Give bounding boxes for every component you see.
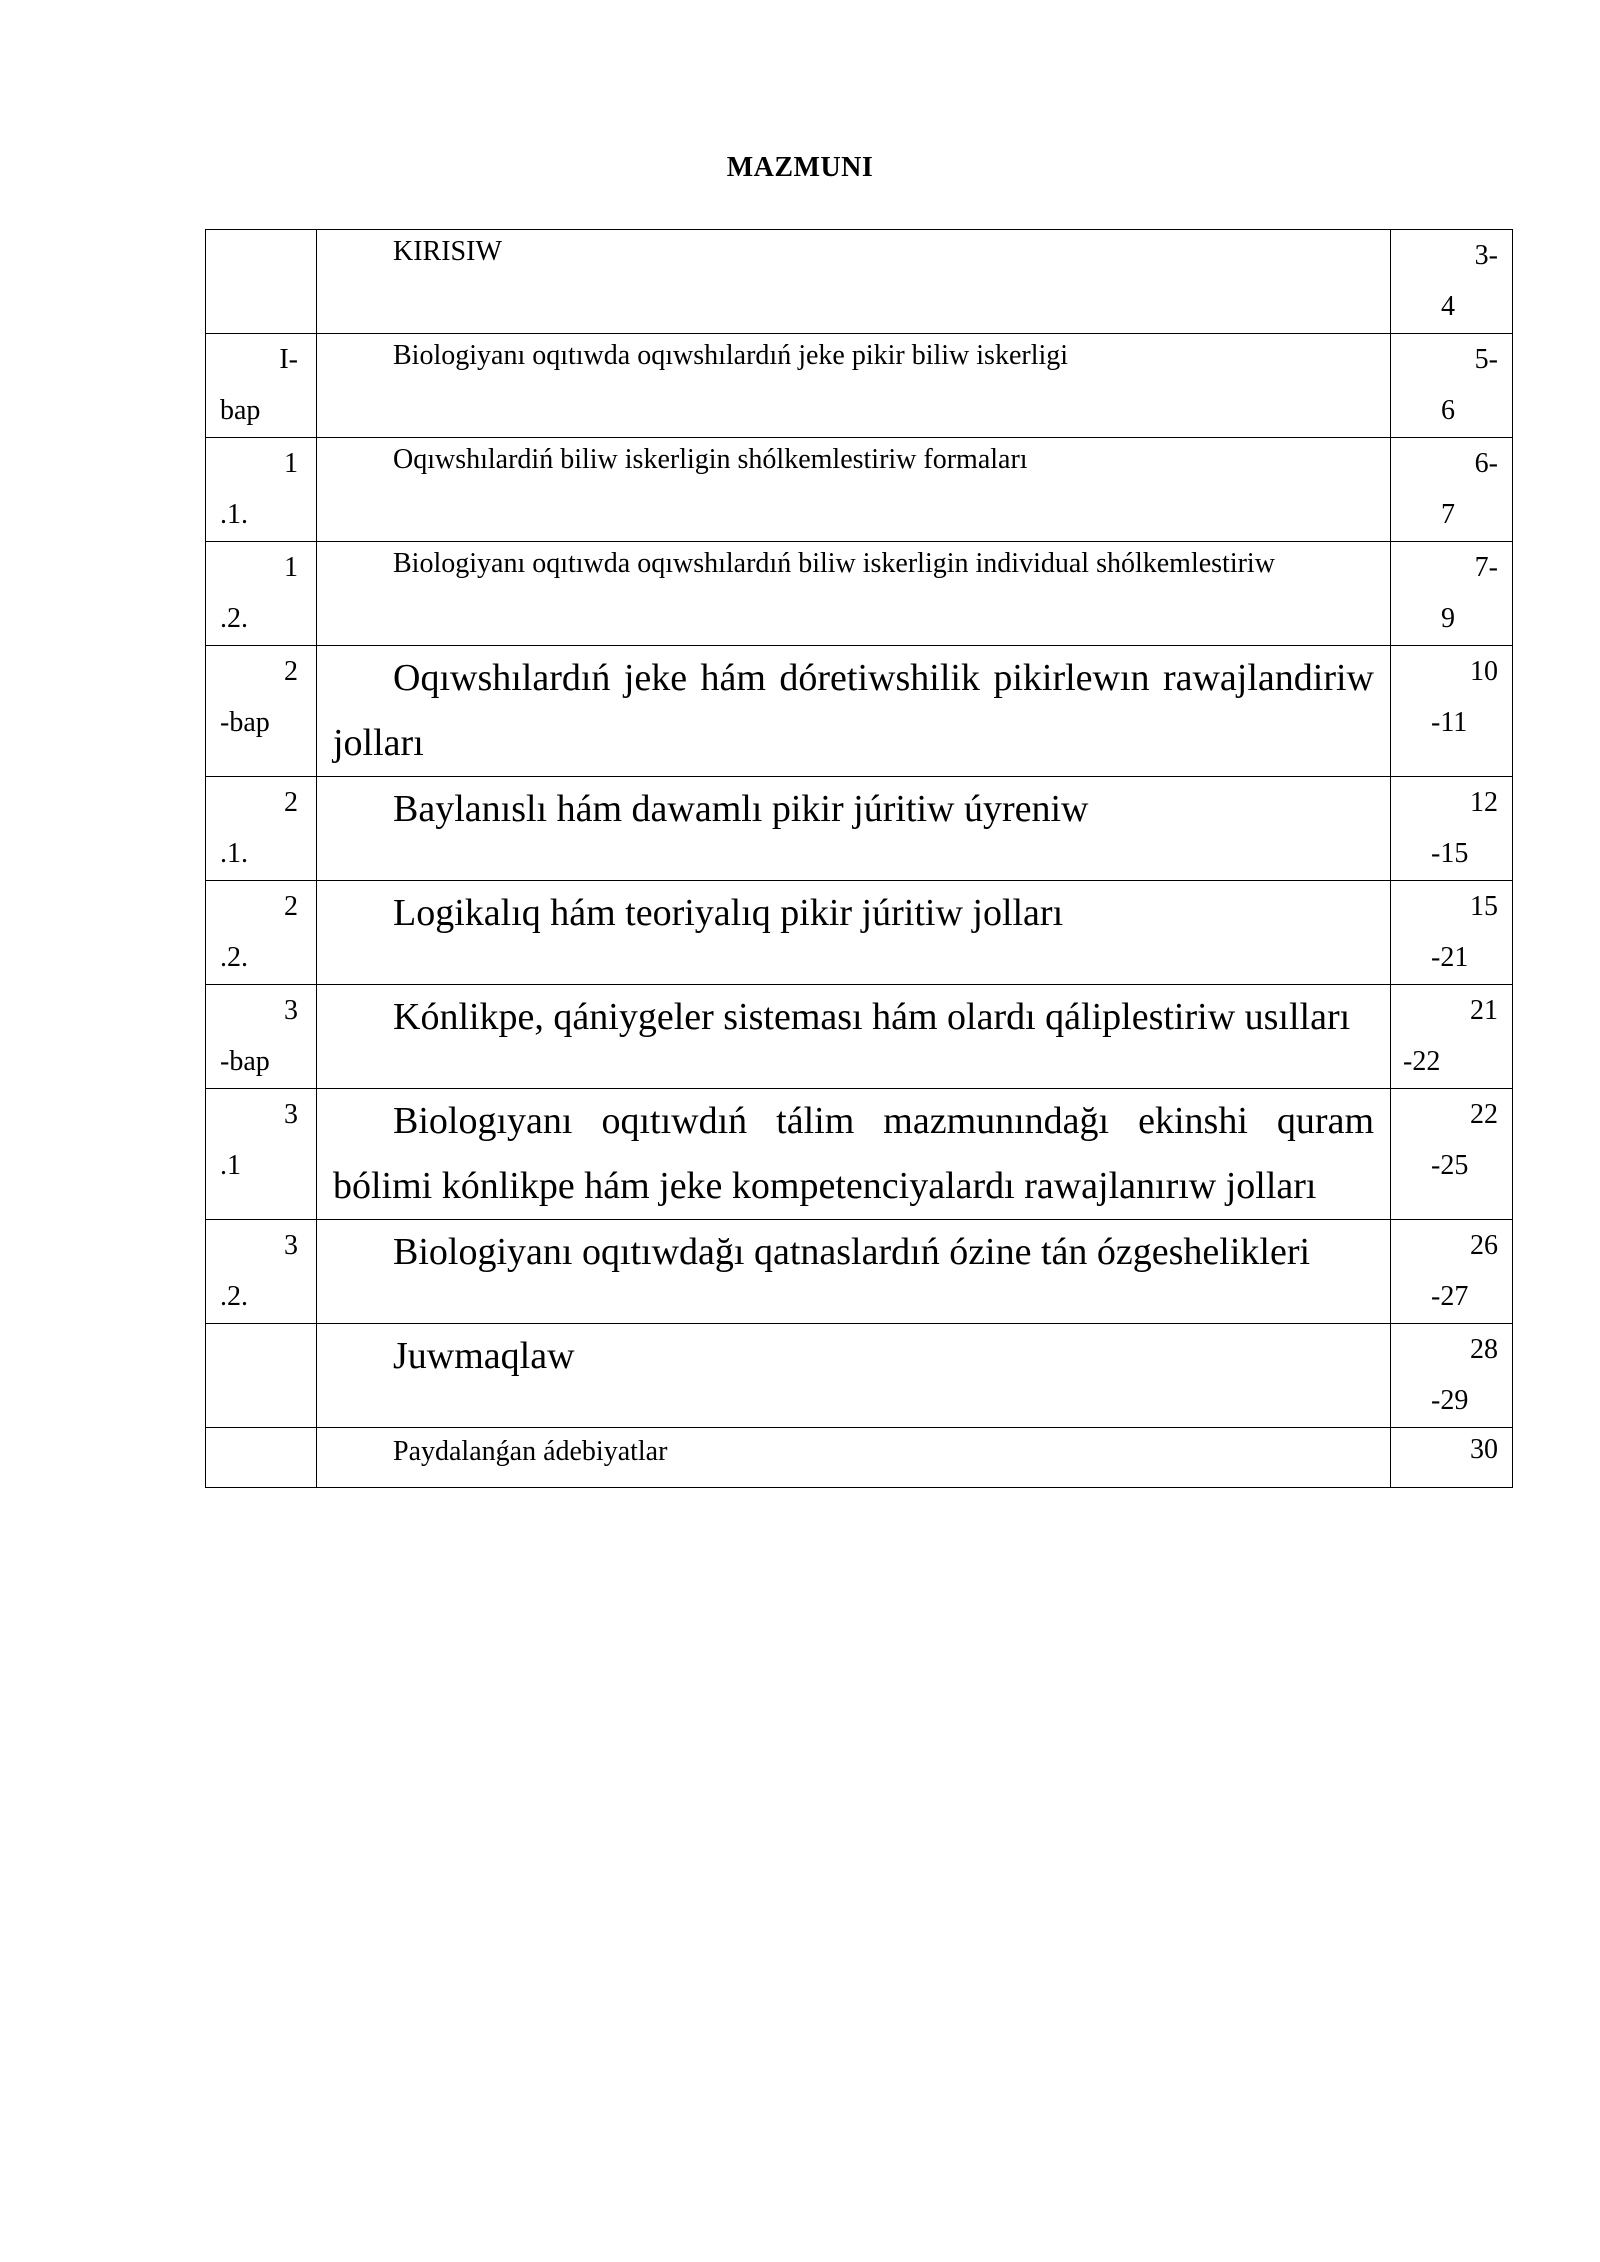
toc-row [206, 438, 1513, 542]
section-title: Logikalıq hám teoriyalıq pikir júritiw jolları [393, 892, 1064, 934]
section-number [206, 1324, 316, 1427]
page-title: MAZMUNI [726, 152, 874, 183]
toc-row [206, 1089, 1513, 1220]
section-number: 2 .2. [220, 891, 298, 973]
page-range: 7- 9 [1441, 552, 1498, 634]
toc-row [206, 985, 1513, 1089]
section-title: Paydalanǵan ádebiyatlar [393, 1436, 668, 1467]
page-range: 30 [1470, 1434, 1498, 1465]
page-range: 15 -21 [1431, 891, 1498, 973]
table-of-contents [205, 229, 1513, 1488]
page-range: 26 -27 [1431, 1230, 1498, 1312]
page-range: 6- 7 [1441, 448, 1498, 530]
page-range: 3- 4 [1441, 240, 1498, 322]
toc-row [206, 777, 1513, 881]
section-title: Biologıyanı oqıtıwdıń tálim mazmunındağı ekinshi quram bólimi kónlikpe hám jeke kompetenciyalardı rawajlanırıw jolları [333, 1100, 1374, 1207]
section-title: Baylanıslı hám dawamlı pikir júritiw úyreniw [393, 788, 1089, 830]
section-number [206, 230, 316, 333]
page-range: 10 -11 [1431, 656, 1498, 738]
section-title: KIRISIW [393, 236, 502, 267]
section-title: Biologiyanı oqıtıwda oqıwshılardıń jeke pikir biliw iskerligi [393, 340, 1069, 371]
section-title: Oqıwshılardıń jeke hám dóretiwshilik pikirlewın rawajlandiriw jolları [333, 657, 1374, 764]
toc-row [206, 1220, 1513, 1324]
toc-row [206, 334, 1513, 438]
section-number: 1 .2. [220, 552, 298, 634]
section-title: Kónlikpe, qániygeler sisteması hám olardı qáliplestiriw usılları [393, 996, 1351, 1038]
toc-row [206, 230, 1513, 334]
section-number: 2 -bap [220, 656, 298, 738]
page-range: 21 -22 [1403, 995, 1498, 1077]
section-number [206, 1428, 316, 1487]
toc-row [206, 881, 1513, 985]
page-range: 28 -29 [1431, 1334, 1498, 1416]
toc-row [206, 542, 1513, 646]
page-range: 12 -15 [1431, 787, 1498, 869]
section-number: 1 .1. [220, 448, 298, 530]
section-number: 3 .1 [220, 1099, 298, 1181]
section-title: Biologiyanı oqıtıwda oqıwshılardıń biliw iskerligin individual shólkemlestiriw [393, 548, 1275, 579]
section-title: Biologiyanı oqıtıwdağı qatnaslardıń ózine tán ózgeshelikleri [393, 1231, 1311, 1273]
section-title: Oqıwshılardiń biliw iskerligin shólkemlestiriw formaları [393, 444, 1028, 475]
section-number: I- bap [220, 344, 298, 426]
page-range: 5- 6 [1441, 344, 1498, 426]
toc-row [206, 1324, 1513, 1428]
toc-row [206, 646, 1513, 777]
section-title: Juwmaqlaw [393, 1335, 575, 1377]
section-number: 2 .1. [220, 787, 298, 869]
section-number: 3 .2. [220, 1230, 298, 1312]
page-range: 22 -25 [1431, 1099, 1498, 1181]
toc-row [206, 1428, 1513, 1488]
section-number: 3 -bap [220, 995, 298, 1077]
